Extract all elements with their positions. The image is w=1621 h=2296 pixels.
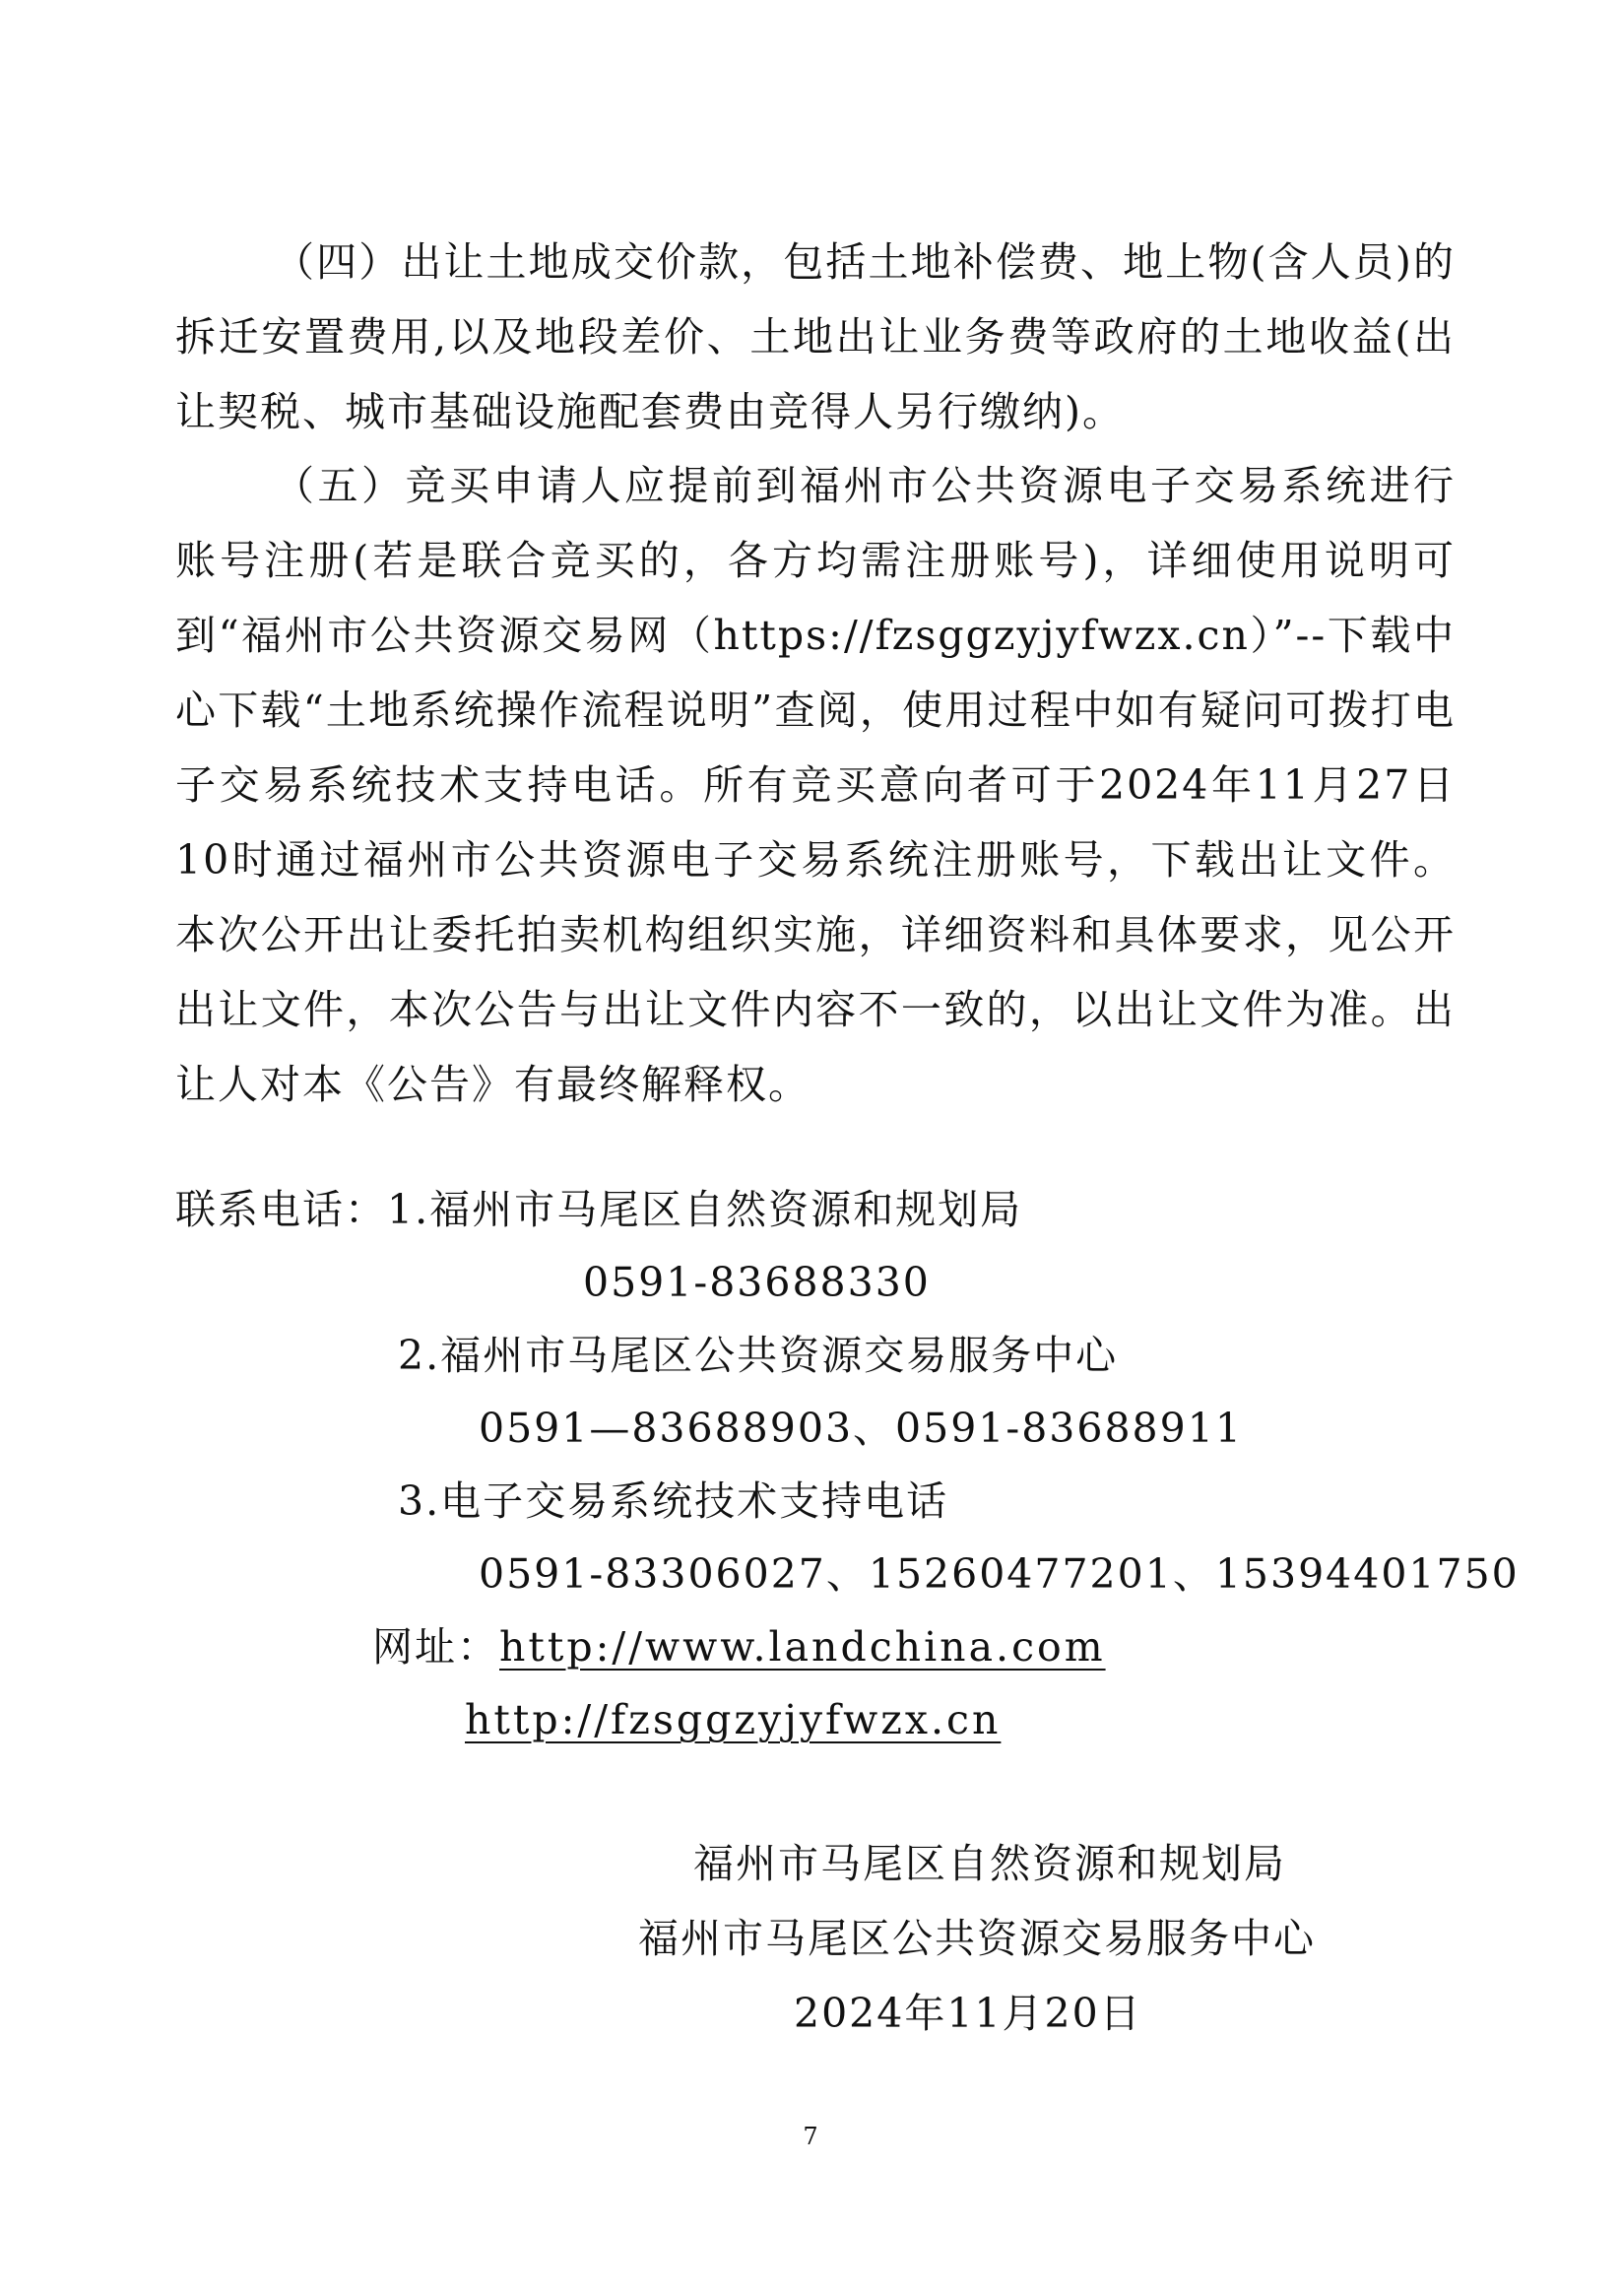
signature-org-2: 福州市马尾区公共资源交易服务中心 (638, 1915, 1316, 1962)
contact-3-name: 3.电子交易系统技术支持电话 (398, 1477, 949, 1525)
signature-date: 2024年11月20日 (794, 1990, 1142, 2037)
website-line (372, 1617, 1147, 1676)
contact-label-line (175, 1180, 1022, 1239)
contact-2-name: 2.福州市马尾区公共资源交易服务中心 (398, 1332, 1119, 1379)
page-number: 7 (803, 2123, 818, 2150)
contact-1-name: 1.福州市马尾区自然资源和规划局 (387, 1186, 1023, 1233)
contact-1-phone: 0591-83688330 (583, 1259, 931, 1306)
paragraph-registration: （五）竞买申请人应提前到福州市公共资源电子交易系统进行账号注册(若是联合竞买的，各方均需注册账号)，详细使用说明可到“福州市公共资源交易网（https://fzsggzyjyfwzx.cn）”--下载中心下载“土地系统操作流程说明”查阅，使用过程中如有疑问可拨打电子交易系统技术支持电话。所有竞买意向者可于2024年11月27日10时通过福州市公共资源电子交易系统注册账号，下载出让文件。本次公开出让委托拍卖机构组织实施，详细资料和具体要求，见公开出让文件，本次公告与出让文件内容不一致的，以出让文件为准。出让人对本《公告》有最终解释权。 (175, 462, 1456, 1108)
contact-2-phone: 0591—83688903、0591-83688911 (479, 1405, 1243, 1452)
contact-3-phone: 0591-83306027、15260477201、15394401750 (479, 1550, 1520, 1598)
website-link-fzsggzy[interactable]: http://fzsggzyjyfwzx.cn (465, 1696, 1002, 1743)
website-link-landchina[interactable]: http://www.landchina.com (499, 1623, 1106, 1671)
signature-org-1: 福州市马尾区自然资源和规划局 (693, 1840, 1286, 1887)
website-line-2 (465, 1690, 1042, 1749)
website-label: 网址： (372, 1623, 499, 1671)
contact-label: 联系电话： (175, 1186, 387, 1233)
paragraph-land-price: （四）出让土地成交价款，包括土地补偿费、地上物(含人员)的拆迁安置费用,以及地段差价、土地出让业务费等政府的土地收益(出让契税、城市基础设施配套费由竞得人另行缴纳)。 (175, 238, 1456, 435)
